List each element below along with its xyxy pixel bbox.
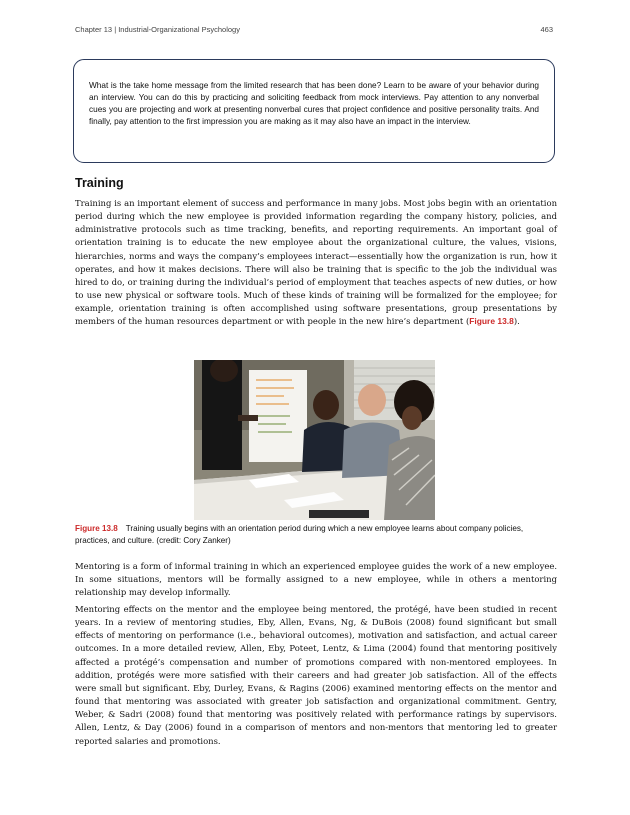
orientation-photo (194, 360, 435, 520)
section-heading: Training (75, 176, 124, 190)
figure-caption-text: Training usually begins with an orientation period during which a new employee learns about company policies, practices, and culture. (credit: Cory Zanker) (75, 524, 524, 545)
chapter-title: Chapter 13 | Industrial-Organizational Psychology (75, 25, 240, 34)
callout-text: What is the take home message from the limited research that has been done? Learn to be aware of your behavior during an interview. You can do this by practicing and soliciting feedback from mock interviews. Pay attention to any nonverbal cues you are projecting and work at presenting nonverbal cures that project confidence and positive personality traits. And finally, pay attention to the first impression you are making as it may also have an impact in the interview. (89, 81, 539, 127)
figure-caption (75, 523, 557, 546)
mentoring-paragraph-1: Mentoring is a form of informal training in which an experienced employee guides the work of a new employee. In some situations, mentors will be formally assigned to a new employee, while in others a mentoring relationship may develop informally. (75, 561, 557, 598)
training-paragraph-end: ). (513, 316, 520, 327)
callout-box (73, 59, 555, 163)
page-header (75, 25, 555, 37)
training-paragraph (75, 197, 557, 329)
figure-label: Figure 13.8 (75, 524, 118, 533)
page-number: 463 (540, 25, 553, 34)
training-paragraph-text: Training is an important element of success and performance in many jobs. Most jobs begin with an orientation period during which the new employee is provided information regarding the company history, policies, and administrative protocols such as time tracking, benefits, and reporting requirements. An important goal of orientation training is to educate the new employee about the organizational culture, the values, visions, hierarchies, norms and ways the company’s employees interact—essentially how the organization is run, how it operates, and how it makes decisions. There will also be training that is specific to the job the individual was hired to do, or training during the individual’s period of employment that teaches aspects of new duties, or how to use new physical or software tools. Much of these kinds of training will be formalized for the employee; for example, orientation training is often accomplished using software presentations, group presentations by members of the human resources department or with people in the new hire’s department ( (75, 198, 557, 327)
mentoring-paragraph-2: Mentoring effects on the mentor and the employee being mentored, the protégé, have been studied in recent years. In a review of mentoring studies, Eby, Allen, Evans, Ng, & DuBois (2008) found significant but small effects of mentoring on performance (i.e., behavioral outcomes), motivation and satisfaction, and actual career outcomes. In a more detailed review, Allen, Eby, Poteet, Lentz, & Lima (2004) found that mentoring positively affected a protégé’s compensation and number of promotions compared with non-mentored employees. In addition, protégés were more satisfied with their careers and had greater job satisfaction. All of the effects were small but significant. Eby, Durley, Evans, & Ragins (2006) examined mentoring effects on the mentor and found that mentoring was associated with greater job satisfaction and organizational commitment. Gentry, Weber, & Sadri (2008) found that mentoring was positively related with performance ratings by supervisors. Allen, Lentz, & Day (2006) found in a comparison of mentors and non-mentors that mentoring led to greater reported salaries and promotions. (75, 604, 557, 746)
figure-link[interactable]: Figure 13.8 (469, 316, 514, 327)
